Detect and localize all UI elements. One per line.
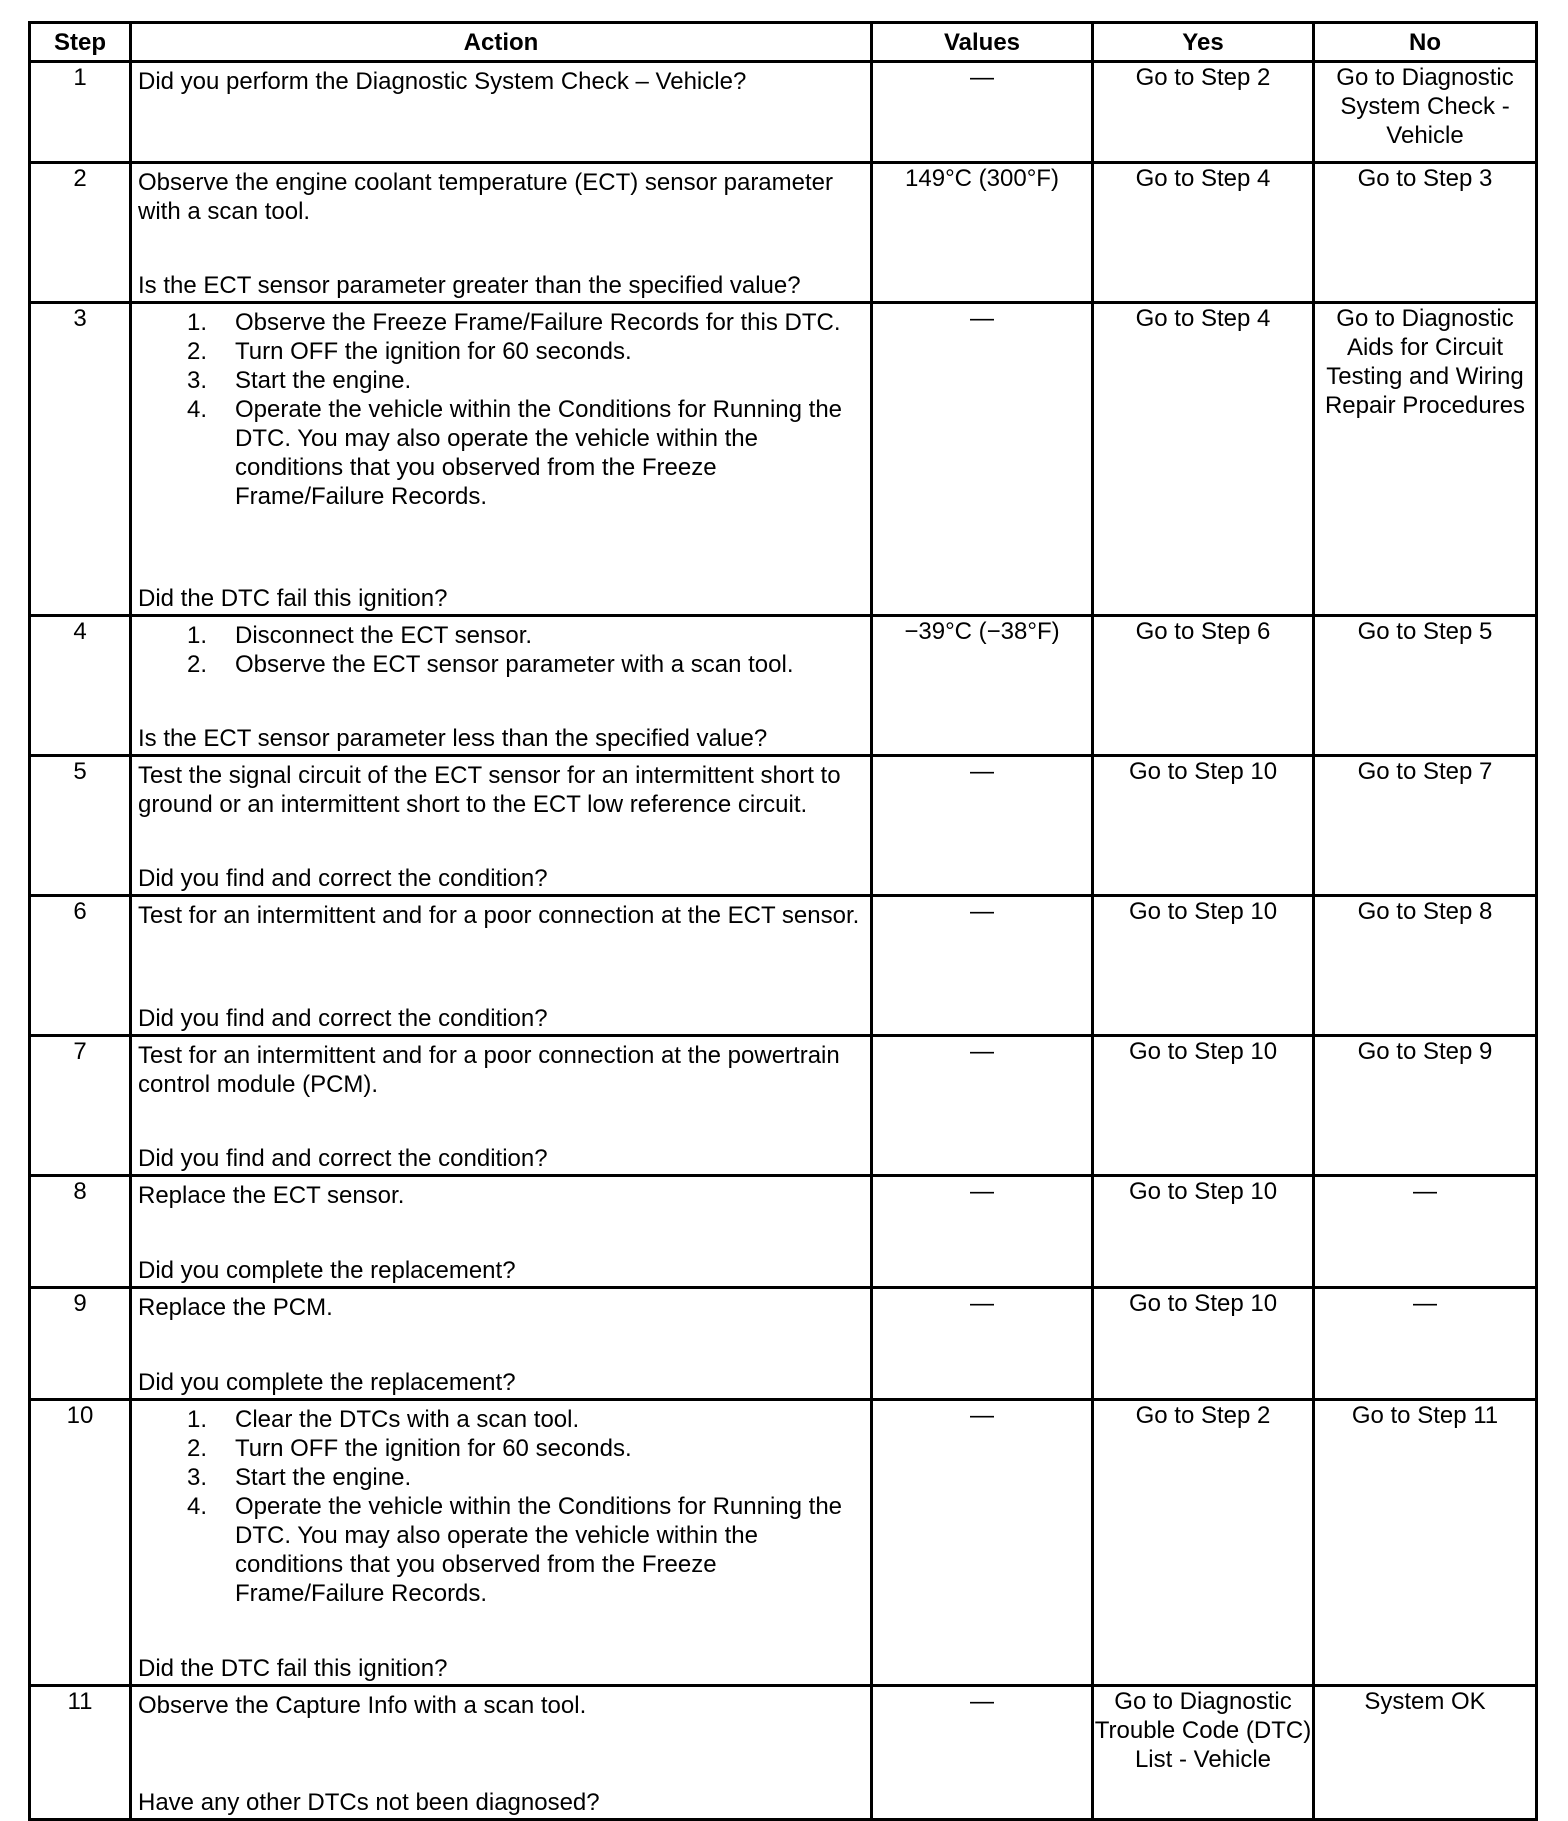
action-cell bbox=[131, 1036, 872, 1176]
yes-cell: Go to Step 10 bbox=[1093, 1176, 1314, 1288]
list-item-text: Clear the DTCs with a scan tool. bbox=[235, 1406, 580, 1433]
list-item-number: 1. bbox=[186, 309, 207, 336]
action-cell bbox=[131, 1288, 872, 1400]
action-steps-list bbox=[138, 308, 864, 511]
list-item bbox=[138, 621, 864, 650]
action-instructions bbox=[138, 308, 864, 511]
list-item bbox=[138, 1463, 864, 1492]
action-content bbox=[132, 1401, 870, 1684]
step-number: 9 bbox=[30, 1288, 131, 1400]
action-question: Did you find and correct the condition? bbox=[138, 1005, 548, 1032]
list-item bbox=[138, 337, 864, 366]
table-row bbox=[30, 1400, 1537, 1686]
table-row bbox=[30, 1036, 1537, 1176]
action-content bbox=[132, 1177, 870, 1286]
action-question: Is the ECT sensor parameter less than the specified value? bbox=[138, 725, 768, 752]
values-cell: — bbox=[872, 756, 1093, 896]
list-item-text: Disconnect the ECT sensor. bbox=[235, 622, 533, 649]
yes-cell: Go to Step 10 bbox=[1093, 1036, 1314, 1176]
action-question: Did the DTC fail this ignition? bbox=[138, 1655, 448, 1682]
table-row bbox=[30, 1176, 1537, 1288]
action-cell bbox=[131, 616, 872, 756]
table-body bbox=[30, 62, 1537, 1820]
table-row bbox=[30, 62, 1537, 163]
action-text: Observe the Capture Info with a scan tool. bbox=[138, 1692, 587, 1719]
yes-cell: Go to Step 2 bbox=[1093, 1400, 1314, 1686]
action-content bbox=[132, 617, 870, 754]
action-question: Did you find and correct the condition? bbox=[138, 1145, 548, 1172]
no-cell: Go to Diagnostic System Check - Vehicle bbox=[1314, 62, 1537, 163]
list-item bbox=[138, 1405, 864, 1434]
list-item-number: 4. bbox=[186, 1493, 207, 1520]
action-instructions bbox=[138, 621, 864, 679]
action-instructions bbox=[138, 168, 864, 226]
list-item bbox=[138, 1492, 864, 1608]
header-yes: Yes bbox=[1093, 23, 1314, 62]
table-row bbox=[30, 163, 1537, 303]
list-item-text: Observe the ECT sensor parameter with a scan tool. bbox=[235, 651, 794, 678]
action-content bbox=[132, 164, 870, 301]
yes-cell: Go to Step 10 bbox=[1093, 1288, 1314, 1400]
list-item-text: Turn OFF the ignition for 60 seconds. bbox=[235, 1435, 632, 1462]
action-cell bbox=[131, 896, 872, 1036]
action-text: Test for an intermittent and for a poor connection at the ECT sensor. bbox=[138, 902, 860, 929]
values-cell: — bbox=[872, 1400, 1093, 1686]
yes-cell: Go to Step 4 bbox=[1093, 163, 1314, 303]
step-number: 2 bbox=[30, 163, 131, 303]
action-instructions bbox=[138, 901, 864, 930]
action-question: Did you find and correct the condition? bbox=[138, 865, 548, 892]
list-item-number: 2. bbox=[186, 1435, 207, 1462]
action-cell bbox=[131, 1400, 872, 1686]
action-content bbox=[132, 897, 870, 1034]
no-cell: Go to Step 7 bbox=[1314, 756, 1537, 896]
table-row bbox=[30, 1288, 1537, 1400]
no-cell: Go to Step 9 bbox=[1314, 1036, 1537, 1176]
step-number: 11 bbox=[30, 1686, 131, 1820]
yes-cell: Go to Step 2 bbox=[1093, 62, 1314, 163]
list-item bbox=[138, 308, 864, 337]
action-text: Observe the engine coolant temperature (ECT) sensor parameter with a scan tool. bbox=[138, 169, 834, 225]
action-cell bbox=[131, 756, 872, 896]
no-cell: — bbox=[1314, 1288, 1537, 1400]
action-content bbox=[132, 304, 870, 614]
no-cell: System OK bbox=[1314, 1686, 1537, 1820]
action-text: Test for an intermittent and for a poor connection at the powertrain control module (PCM). bbox=[138, 1042, 840, 1098]
action-content bbox=[132, 1687, 870, 1818]
list-item-number: 3. bbox=[186, 367, 207, 394]
header-action: Action bbox=[131, 23, 872, 62]
action-cell bbox=[131, 163, 872, 303]
action-content bbox=[132, 63, 870, 161]
yes-cell: Go to Step 4 bbox=[1093, 303, 1314, 616]
no-cell: Go to Diagnostic Aids for Circuit Testing and Wiring Repair Procedures bbox=[1314, 303, 1537, 616]
action-text: Test the signal circuit of the ECT sensor for an intermittent short to ground or an intermittent short to the ECT low reference circuit. bbox=[138, 762, 841, 818]
action-content bbox=[132, 1289, 870, 1398]
list-item bbox=[138, 650, 864, 679]
header-row bbox=[30, 23, 1537, 62]
table-row bbox=[30, 303, 1537, 616]
no-cell: Go to Step 5 bbox=[1314, 616, 1537, 756]
list-item-number: 1. bbox=[186, 1406, 207, 1433]
list-item-text: Operate the vehicle within the Conditions for Running the DTC. You may also operate the vehicle within the conditions that you observed from the Freeze Frame/Failure Records. bbox=[235, 1493, 843, 1607]
no-cell: Go to Step 3 bbox=[1314, 163, 1537, 303]
step-number: 4 bbox=[30, 616, 131, 756]
diagnostic-table bbox=[28, 21, 1538, 1821]
table-row bbox=[30, 896, 1537, 1036]
no-cell: — bbox=[1314, 1176, 1537, 1288]
action-steps-list bbox=[138, 1405, 864, 1608]
action-text: Replace the ECT sensor. bbox=[138, 1182, 405, 1209]
action-question: Did you complete the replacement? bbox=[138, 1257, 516, 1284]
list-item-text: Observe the Freeze Frame/Failure Records for this DTC. bbox=[235, 309, 841, 336]
header-no: No bbox=[1314, 23, 1537, 62]
action-question: Did you complete the replacement? bbox=[138, 1369, 516, 1396]
action-steps-list bbox=[138, 621, 864, 679]
step-number: 7 bbox=[30, 1036, 131, 1176]
action-instructions bbox=[138, 1405, 864, 1608]
action-content bbox=[132, 757, 870, 894]
list-item-text: Turn OFF the ignition for 60 seconds. bbox=[235, 338, 632, 365]
action-text: Replace the PCM. bbox=[138, 1294, 333, 1321]
step-number: 1 bbox=[30, 62, 131, 163]
table-row bbox=[30, 1686, 1537, 1820]
step-number: 3 bbox=[30, 303, 131, 616]
list-item-text: Operate the vehicle within the Conditions for Running the DTC. You may also operate the vehicle within the conditions that you observed from the Freeze Frame/Failure Records. bbox=[235, 396, 843, 510]
values-cell: — bbox=[872, 1036, 1093, 1176]
step-number: 8 bbox=[30, 1176, 131, 1288]
table-row bbox=[30, 756, 1537, 896]
values-cell: — bbox=[872, 62, 1093, 163]
table-row bbox=[30, 616, 1537, 756]
yes-cell: Go to Diagnostic Trouble Code (DTC) List - Vehicle bbox=[1093, 1686, 1314, 1820]
yes-cell: Go to Step 10 bbox=[1093, 756, 1314, 896]
values-cell: — bbox=[872, 1288, 1093, 1400]
list-item bbox=[138, 395, 864, 511]
step-number: 10 bbox=[30, 1400, 131, 1686]
list-item-number: 2. bbox=[186, 651, 207, 678]
action-instructions bbox=[138, 761, 864, 819]
action-question: Did the DTC fail this ignition? bbox=[138, 585, 448, 612]
action-cell bbox=[131, 1176, 872, 1288]
list-item-text: Start the engine. bbox=[235, 367, 412, 394]
list-item-number: 2. bbox=[186, 338, 207, 365]
list-item-number: 4. bbox=[186, 396, 207, 423]
action-instructions bbox=[138, 1691, 864, 1720]
values-cell: — bbox=[872, 1176, 1093, 1288]
values-cell: −39°C (−38°F) bbox=[872, 616, 1093, 756]
values-cell: — bbox=[872, 303, 1093, 616]
list-item-number: 1. bbox=[186, 622, 207, 649]
action-question: Is the ECT sensor parameter greater than the specified value? bbox=[138, 272, 801, 299]
header-values: Values bbox=[872, 23, 1093, 62]
action-cell bbox=[131, 1686, 872, 1820]
action-instructions bbox=[138, 67, 864, 96]
no-cell: Go to Step 11 bbox=[1314, 1400, 1537, 1686]
action-text: Did you perform the Diagnostic System Check – Vehicle? bbox=[138, 68, 747, 95]
list-item-text: Start the engine. bbox=[235, 1464, 412, 1491]
list-item-number: 3. bbox=[186, 1464, 207, 1491]
action-instructions bbox=[138, 1293, 864, 1322]
action-instructions bbox=[138, 1041, 864, 1099]
values-cell: — bbox=[872, 896, 1093, 1036]
action-question: Have any other DTCs not been diagnosed? bbox=[138, 1789, 600, 1816]
action-instructions bbox=[138, 1181, 864, 1210]
yes-cell: Go to Step 10 bbox=[1093, 896, 1314, 1036]
no-cell: Go to Step 8 bbox=[1314, 896, 1537, 1036]
step-number: 6 bbox=[30, 896, 131, 1036]
list-item bbox=[138, 366, 864, 395]
action-cell bbox=[131, 62, 872, 163]
step-number: 5 bbox=[30, 756, 131, 896]
values-cell: 149°C (300°F) bbox=[872, 163, 1093, 303]
action-content bbox=[132, 1037, 870, 1174]
action-cell bbox=[131, 303, 872, 616]
values-cell: — bbox=[872, 1686, 1093, 1820]
list-item bbox=[138, 1434, 864, 1463]
yes-cell: Go to Step 6 bbox=[1093, 616, 1314, 756]
header-step: Step bbox=[30, 23, 131, 62]
